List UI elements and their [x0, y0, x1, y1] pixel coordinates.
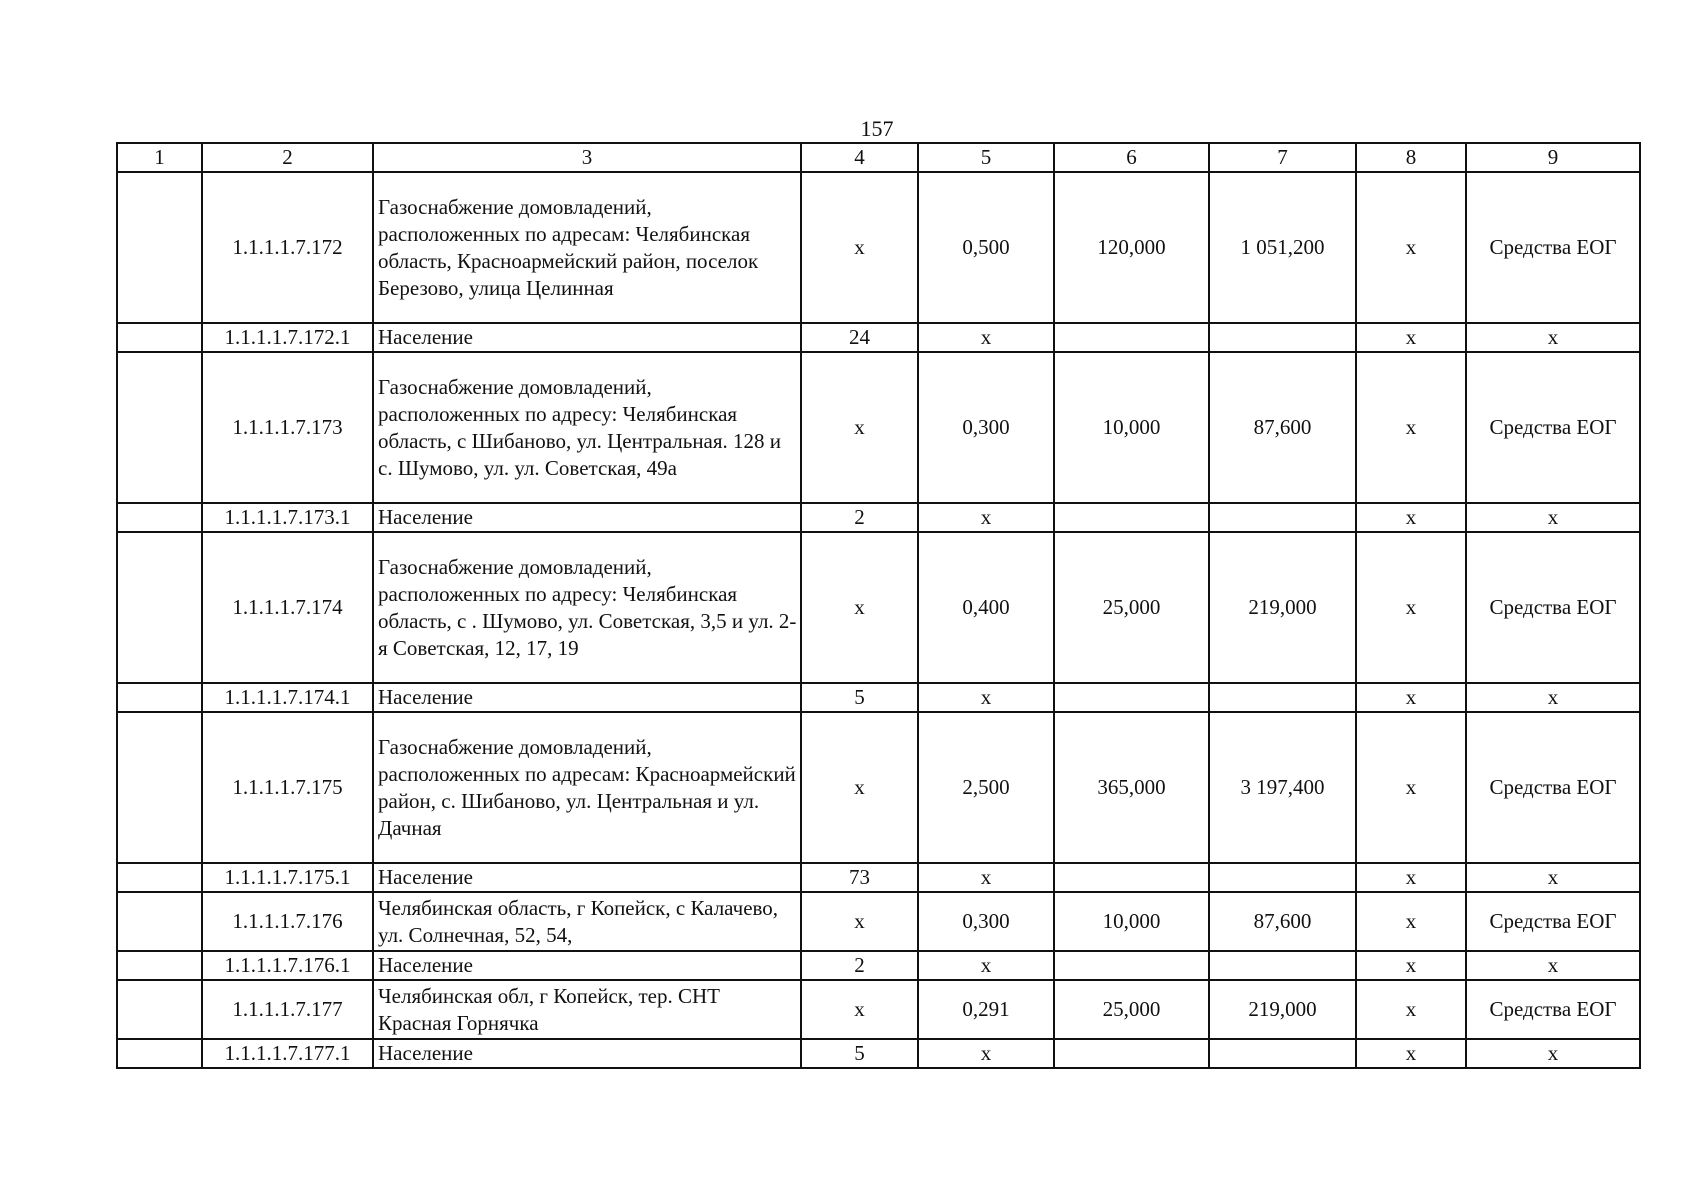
length-cell: 0,500 [918, 172, 1054, 323]
mark-cell: х [1356, 352, 1466, 503]
description-cell: Население [373, 863, 801, 892]
length-cell: 0,400 [918, 532, 1054, 683]
annual-volume-cell: 87,600 [1209, 352, 1356, 503]
header-cell: 3 [373, 143, 801, 172]
annual-volume-cell [1209, 1039, 1356, 1068]
row-number-cell [117, 863, 202, 892]
header-cell: 4 [801, 143, 918, 172]
annual-volume-cell: 219,000 [1209, 980, 1356, 1039]
mark-cell: х [1356, 683, 1466, 712]
mark-cell: х [1356, 892, 1466, 951]
table-row [117, 712, 1640, 863]
count-cell: 5 [801, 1039, 918, 1068]
funding-source-cell: Средства ЕОГ [1466, 712, 1640, 863]
count-cell: х [801, 352, 918, 503]
funding-source-cell: х [1466, 503, 1640, 532]
funding-source-cell: Средства ЕОГ [1466, 172, 1640, 323]
table-header-row [117, 143, 1640, 172]
volume-cell: 10,000 [1054, 352, 1209, 503]
mark-cell: х [1356, 1039, 1466, 1068]
description-cell: Газоснабжение домовладений, расположенных по адресу: Челябинская область, с Шибаново, ул. Центральная. 128 и с. Шумово, ул. ул. Советская, 49а [373, 352, 801, 503]
funding-source-cell: х [1466, 323, 1640, 352]
volume-cell [1054, 683, 1209, 712]
count-cell: х [801, 172, 918, 323]
length-cell: х [918, 951, 1054, 980]
table-subrow [117, 503, 1640, 532]
header-cell: 9 [1466, 143, 1640, 172]
count-cell: 5 [801, 683, 918, 712]
mark-cell: х [1356, 503, 1466, 532]
mark-cell: х [1356, 172, 1466, 323]
funding-source-cell: Средства ЕОГ [1466, 532, 1640, 683]
data-table [116, 142, 1641, 1069]
code-cell: 1.1.1.1.7.174.1 [202, 683, 373, 712]
funding-source-cell: Средства ЕОГ [1466, 892, 1640, 951]
row-number-cell [117, 532, 202, 683]
count-cell: 2 [801, 951, 918, 980]
annual-volume-cell: 87,600 [1209, 892, 1356, 951]
row-number-cell [117, 172, 202, 323]
header-cell: 8 [1356, 143, 1466, 172]
header-cell: 5 [918, 143, 1054, 172]
mark-cell: х [1356, 863, 1466, 892]
code-cell: 1.1.1.1.7.172.1 [202, 323, 373, 352]
annual-volume-cell [1209, 863, 1356, 892]
table-row [117, 980, 1640, 1039]
table-subrow [117, 951, 1640, 980]
volume-cell: 365,000 [1054, 712, 1209, 863]
row-number-cell [117, 503, 202, 532]
funding-source-cell: х [1466, 1039, 1640, 1068]
count-cell: х [801, 892, 918, 951]
code-cell: 1.1.1.1.7.174 [202, 532, 373, 683]
row-number-cell [117, 951, 202, 980]
count-cell: х [801, 532, 918, 683]
table-row [117, 532, 1640, 683]
mark-cell: х [1356, 532, 1466, 683]
volume-cell: 120,000 [1054, 172, 1209, 323]
code-cell: 1.1.1.1.7.173.1 [202, 503, 373, 532]
length-cell: х [918, 863, 1054, 892]
funding-source-cell: х [1466, 951, 1640, 980]
row-number-cell [117, 980, 202, 1039]
length-cell: х [918, 683, 1054, 712]
annual-volume-cell: 219,000 [1209, 532, 1356, 683]
description-cell: Население [373, 683, 801, 712]
row-number-cell [117, 1039, 202, 1068]
funding-source-cell: Средства ЕОГ [1466, 352, 1640, 503]
row-number-cell [117, 892, 202, 951]
code-cell: 1.1.1.1.7.172 [202, 172, 373, 323]
length-cell: 0,291 [918, 980, 1054, 1039]
row-number-cell [117, 352, 202, 503]
count-cell: 24 [801, 323, 918, 352]
description-cell: Челябинская обл, г Копейск, тер. СНТ Красная Горнячка [373, 980, 801, 1039]
length-cell: 0,300 [918, 352, 1054, 503]
table-subrow [117, 323, 1640, 352]
page-number: 157 [860, 116, 894, 141]
volume-cell: 25,000 [1054, 980, 1209, 1039]
row-number-cell [117, 323, 202, 352]
count-cell: 73 [801, 863, 918, 892]
header-cell: 1 [117, 143, 202, 172]
table-subrow [117, 683, 1640, 712]
header-cell: 7 [1209, 143, 1356, 172]
code-cell: 1.1.1.1.7.175 [202, 712, 373, 863]
description-cell: Газоснабжение домовладений, расположенных по адресу: Челябинская область, с . Шумово, ул. Советская, 3,5 и ул. 2-я Советская, 12, 17, 19 [373, 532, 801, 683]
table-subrow [117, 1039, 1640, 1068]
volume-cell [1054, 323, 1209, 352]
code-cell: 1.1.1.1.7.175.1 [202, 863, 373, 892]
description-cell: Челябинская область, г Копейск, с Калачево, ул. Солнечная, 52, 54, [373, 892, 801, 951]
volume-cell: 10,000 [1054, 892, 1209, 951]
volume-cell: 25,000 [1054, 532, 1209, 683]
code-cell: 1.1.1.1.7.177 [202, 980, 373, 1039]
volume-cell [1054, 951, 1209, 980]
code-cell: 1.1.1.1.7.176.1 [202, 951, 373, 980]
volume-cell [1054, 1039, 1209, 1068]
count-cell: х [801, 712, 918, 863]
description-cell: Газоснабжение домовладений, расположенных по адресам: Красноармейский район, с. Шибаново, ул. Центральная и ул. Дачная [373, 712, 801, 863]
length-cell: х [918, 323, 1054, 352]
funding-source-cell: х [1466, 683, 1640, 712]
mark-cell: х [1356, 951, 1466, 980]
annual-volume-cell [1209, 951, 1356, 980]
row-number-cell [117, 683, 202, 712]
description-cell: Население [373, 323, 801, 352]
table-row [117, 352, 1640, 503]
code-cell: 1.1.1.1.7.177.1 [202, 1039, 373, 1068]
description-cell: Газоснабжение домовладений, расположенных по адресам: Челябинская область, Красноармейский район, поселок Березово, улица Целинная [373, 172, 801, 323]
mark-cell: х [1356, 980, 1466, 1039]
length-cell: х [918, 503, 1054, 532]
funding-source-cell: х [1466, 863, 1640, 892]
count-cell: х [801, 980, 918, 1039]
table-row [117, 892, 1640, 951]
length-cell: 0,300 [918, 892, 1054, 951]
mark-cell: х [1356, 323, 1466, 352]
description-cell: Население [373, 1039, 801, 1068]
volume-cell [1054, 863, 1209, 892]
mark-cell: х [1356, 712, 1466, 863]
header-cell: 2 [202, 143, 373, 172]
table-row [117, 172, 1640, 323]
annual-volume-cell [1209, 323, 1356, 352]
funding-source-cell: Средства ЕОГ [1466, 980, 1640, 1039]
annual-volume-cell: 1 051,200 [1209, 172, 1356, 323]
description-cell: Население [373, 503, 801, 532]
count-cell: 2 [801, 503, 918, 532]
length-cell: х [918, 1039, 1054, 1068]
row-number-cell [117, 712, 202, 863]
volume-cell [1054, 503, 1209, 532]
annual-volume-cell: 3 197,400 [1209, 712, 1356, 863]
code-cell: 1.1.1.1.7.173 [202, 352, 373, 503]
header-cell: 6 [1054, 143, 1209, 172]
length-cell: 2,500 [918, 712, 1054, 863]
annual-volume-cell [1209, 683, 1356, 712]
description-cell: Население [373, 951, 801, 980]
annual-volume-cell [1209, 503, 1356, 532]
table-subrow [117, 863, 1640, 892]
code-cell: 1.1.1.1.7.176 [202, 892, 373, 951]
